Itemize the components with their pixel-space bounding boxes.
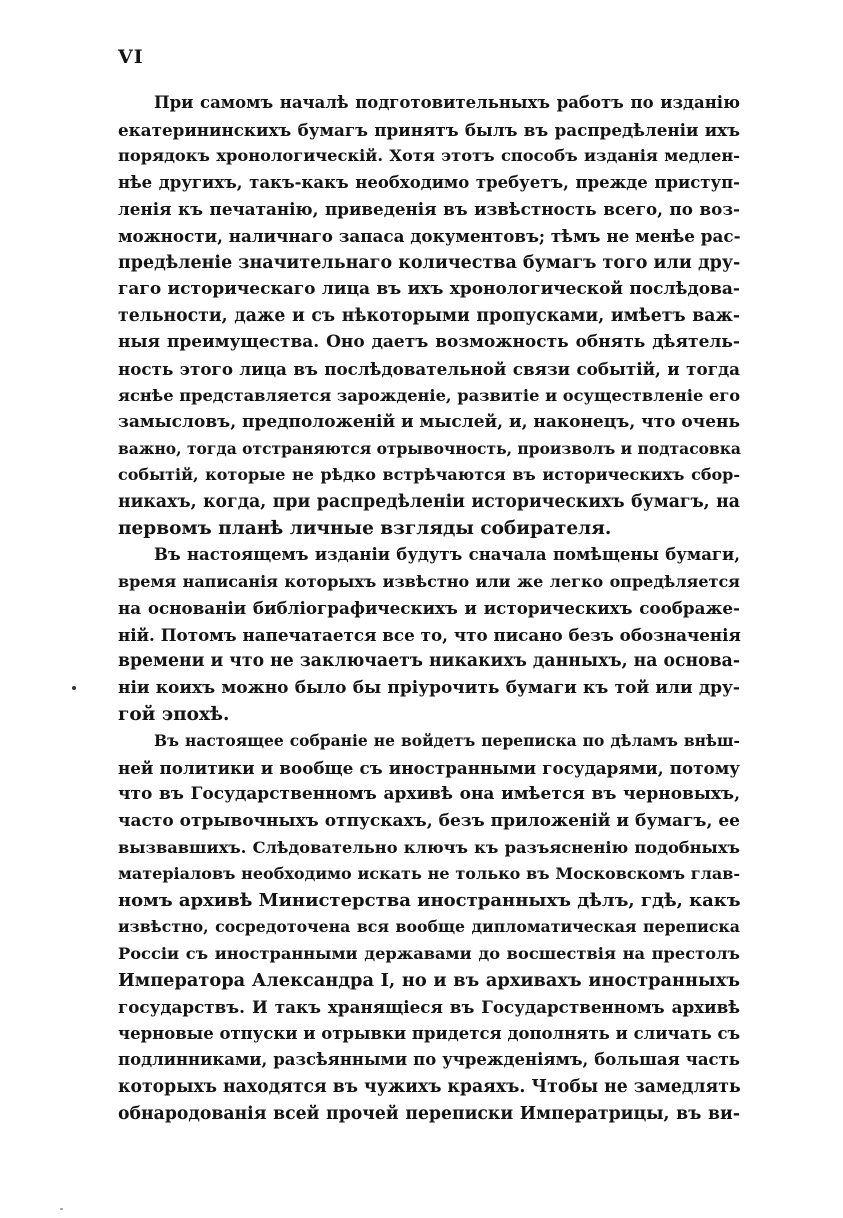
text-line: замысловъ, предположеній и мыслей, и, наконецъ, что очень (118, 412, 740, 433)
text-line: ныя преимущества. Оно даетъ возможность обнять дѣятель- (118, 332, 740, 353)
ink-speck (60, 1208, 63, 1210)
page-number: VI (118, 46, 144, 68)
text-line: ней политики и вообще съ иностранными государями, потому (118, 757, 740, 778)
text-line: можности, наличнаго запаса документовъ; тѣмъ не менѣе рас- (118, 225, 741, 246)
text-line: При самомъ началѣ подготовительныхъ работъ по изданію (154, 93, 740, 112)
text-line: государствъ. И такъ хранящіеся въ Государственномъ архивѣ (118, 997, 740, 1018)
text-line: предѣленіе значительнаго количества бумагъ того или дру- (118, 252, 741, 273)
text-line: ній. Потомъ напечатается все то, что писано безъ обозначенія (118, 624, 741, 645)
text-line: яснѣе представляется зарожденіе, развитіе и осуществленіе его (118, 385, 741, 405)
text-line: нѣе другихъ, такъ-какъ необходимо требуетъ, прежде приступ- (118, 172, 740, 192)
text-line: тельности, даже и съ нѣкоторыми пропусками, имѣетъ важ- (118, 305, 740, 326)
text-line: на основаніи библіографическихъ и историческихъ соображе- (118, 598, 740, 619)
text-line: Въ настоящее собраніе не войдетъ переписка по дѣламъ внѣш- (154, 731, 740, 751)
text-line: первомъ планѣ личные взгляды собирателя. (118, 517, 612, 539)
ink-speck (72, 686, 76, 690)
paragraph-2 (118, 542, 740, 728)
text-line: никахъ, когда, при распредѣленіи историческихъ бумагъ, на (118, 491, 740, 512)
text-line: Россіи съ иностранными державами до восшествія на престолъ (118, 944, 740, 963)
text-line: событій, которые не рѣдко встрѣчаются въ историческихъ сбор- (118, 465, 740, 485)
paragraph-3 (118, 728, 740, 1127)
text-line: екатерининскихъ бумагъ принятъ былъ въ распредѣленіи ихъ (118, 119, 740, 140)
text-line: важно, тогда отстраняются отрывочность, произволъ и подтасовка (118, 438, 741, 458)
text-line: номъ архивѣ Министерства иностранныхъ дѣлъ, гдѣ, какъ (118, 889, 741, 911)
text-line: времени и что не заключаетъ никакихъ данныхъ, на основа- (118, 651, 740, 672)
text-line: вызвавшихъ. Слѣдовательно ключъ къ разъясненію подобныхъ (118, 837, 740, 857)
text-line: порядокъ хронологическій. Хотя этотъ способъ изданія медлен- (118, 146, 740, 166)
text-line: подлинниками, разсѣянными по учрежденіямъ, большая часть (118, 1050, 740, 1070)
text-line: Въ настоящемъ изданіи будутъ сначала помѣщены бумаги, (154, 545, 740, 565)
paragraph-1 (118, 90, 740, 542)
text-line: ленія къ печатанію, приведенія въ извѣстность всего, по воз- (118, 199, 740, 220)
text-line: часто отрывочныхъ отпускахъ, безъ приложеній и бумагъ, ее (118, 811, 740, 832)
text-line: что въ Государственномъ архивѣ она имѣется въ черновыхъ, (118, 784, 740, 805)
text-line: которыхъ находятся въ чужихъ краяхъ. Чтобы не замедлять (118, 1076, 741, 1097)
text-line: время написанія которыхъ извѣстно или же легко опредѣляется (118, 571, 740, 591)
text-line: извѣстно, сосредоточена вся вообще дипломатическая переписка (118, 917, 740, 937)
text-line: гой эпохѣ. (118, 703, 230, 725)
text-line: обнародованія всей прочей переписки Императрицы, въ ви- (118, 1103, 740, 1124)
text-line: ность этого лица въ послѣдовательной связи событій, и тогда (118, 358, 740, 379)
text-line: гаго историческаго лица въ ихъ хронологической послѣдова- (118, 279, 740, 300)
text-line: черновые отпуски и отрывки придется дополнять и сличать съ (118, 1023, 741, 1043)
body-text (118, 90, 740, 1127)
text-line: Императора Александра I, но и въ архивахъ иностранныхъ (118, 969, 740, 991)
text-line: ніи коихъ можно было бы пріурочить бумаги къ той или дру- (118, 678, 740, 699)
text-line: матеріаловъ необходимо искать не только въ Московскомъ глав- (118, 864, 740, 884)
